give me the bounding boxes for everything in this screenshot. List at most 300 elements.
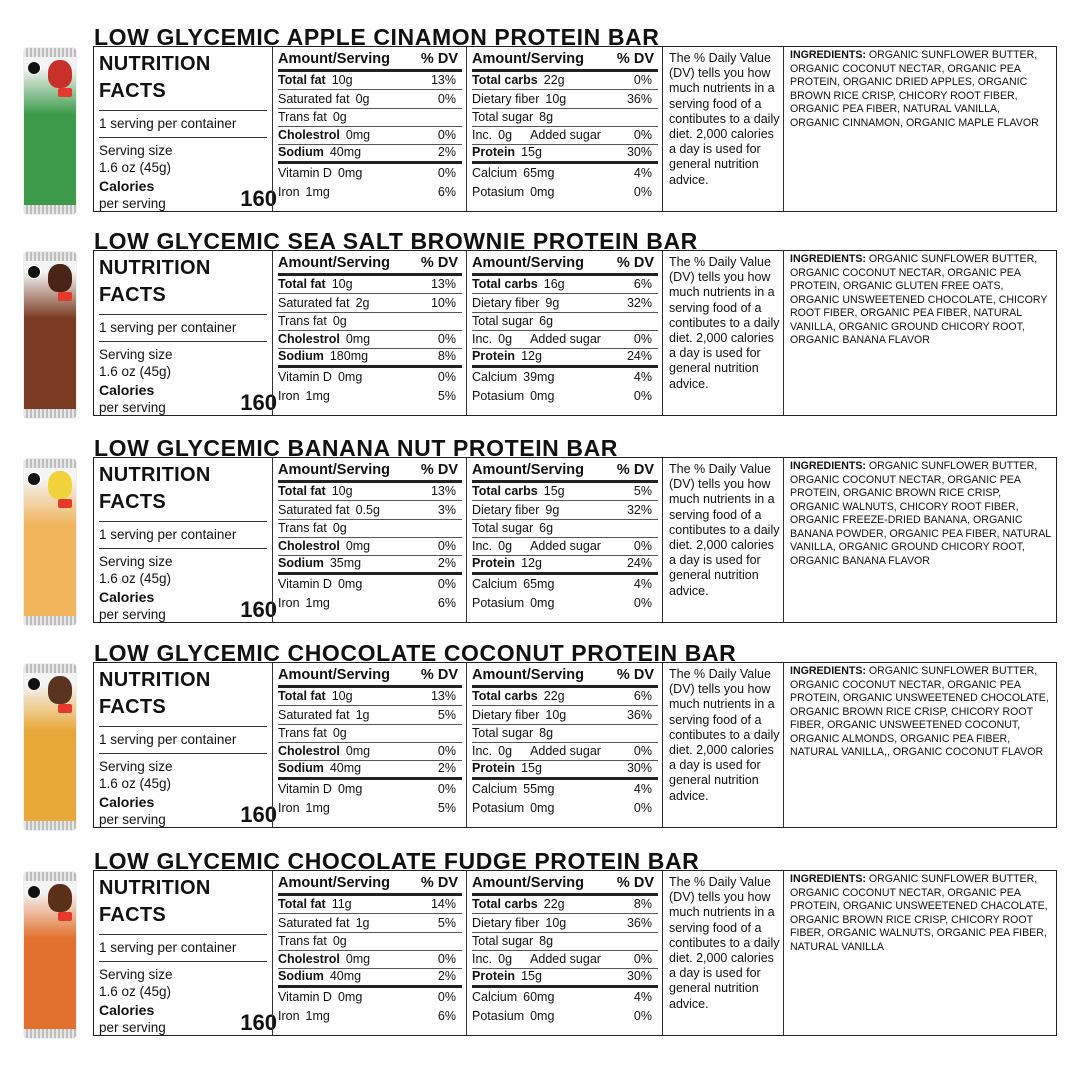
nutrient-label: Saturated fat — [278, 916, 350, 930]
dv-header: % DV — [420, 462, 458, 478]
nutrition-heading: NUTRITION — [99, 53, 211, 75]
facts-heading: FACTS — [99, 80, 167, 102]
nutrient-amount: 6g — [539, 521, 554, 535]
ingredients-text: ORGANIC SUNFLOWER BUTTER, ORGANIC COCONUT NECTAR, ORGANIC PEA PROTEIN, ORGANIC UNSWEETENED CHOCOLATE, ORGANIC BROWN RICE CRISP, CHICORY ROOT FIBER, ORGANIC UNSWEETENED COCONUT, ORGANIC ALMONDS, ORGANIC PEA FIBER, NATURAL VANILLA,, ORGANIC COCONUT FLAVOR — [790, 665, 1049, 758]
nutrient-label: Calcium — [472, 166, 518, 180]
amount-serving-header: Amount/Serving — [472, 51, 584, 67]
nutrient-dv: 5% — [437, 708, 456, 722]
ingredients-text: ORGANIC SUNFLOWER BUTTER, ORGANIC COCONUT NECTAR, ORGANIC PEA PROTEIN, ORGANIC DRIED APPLES, ORGANIC BROWN RICE CRISP, CHICORY ROOT FIBER, ORGANIC PEA FIBER, NATURAL VANILLA, ORGANIC CINNAMON, ORGANIC MAPLE FLAVOR — [790, 49, 1039, 129]
nutrient-label: Potasium — [472, 596, 525, 610]
nutrient-label: Iron — [278, 801, 300, 815]
column-divider — [783, 47, 784, 211]
nutrient-row-potasium — [472, 595, 658, 612]
amount-serving-header: Amount/Serving — [472, 462, 584, 478]
nutrient-label: Vitamin D — [278, 577, 332, 591]
serving-size-value: 1.6 oz (45g) — [99, 364, 172, 379]
nutrient-dv: 0% — [633, 1009, 652, 1023]
nutrient-amount: 8g — [539, 110, 554, 124]
nutrient-row-vitamin-d — [278, 165, 462, 182]
nutrient-amount: 0mg — [345, 744, 371, 758]
calories-value: 160 — [240, 390, 277, 415]
column-divider — [272, 663, 273, 827]
serving-size-label: Serving size — [99, 347, 173, 362]
protein-tag-icon — [58, 88, 72, 97]
organic-seal-icon — [27, 885, 41, 899]
product-bar-image — [24, 459, 76, 625]
nutrient-row-sodium — [278, 968, 462, 988]
serving-size-value: 1.6 oz (45g) — [99, 776, 172, 791]
added-sugar-label: Added sugar — [530, 539, 601, 553]
nutrient-row-dietary-fiber — [472, 91, 658, 109]
calories-block — [99, 589, 277, 623]
nutrient-dv: 0% — [437, 128, 456, 142]
nutrient-amount: 0mg — [337, 370, 363, 384]
nutrient-amount: 1g — [355, 916, 370, 930]
nutrient-label: Vitamin D — [278, 166, 332, 180]
column-header — [278, 51, 462, 72]
nutrient-label: Cholestrol — [278, 539, 340, 553]
column-divider — [783, 663, 784, 827]
nutrient-row-protein — [472, 555, 658, 575]
nutrient-amount: 0mg — [337, 577, 363, 591]
dv-header: % DV — [616, 462, 654, 478]
nutrition-facts-block — [99, 462, 277, 623]
nutrient-amount: 1g — [355, 708, 370, 722]
nutrient-amount: 180mg — [329, 349, 369, 363]
nutrient-label: Total fat — [278, 277, 326, 291]
nutrient-dv: 6% — [633, 689, 652, 703]
serving-size-value: 1.6 oz (45g) — [99, 984, 172, 999]
nutrient-dv: 0% — [437, 782, 456, 796]
nutrient-amount: 0g — [332, 726, 347, 740]
nutrient-dv: 24% — [626, 349, 652, 363]
nutrient-amount: 22g — [543, 689, 565, 703]
serving-size-label: Serving size — [99, 554, 173, 569]
nutrient-label: Iron — [278, 596, 300, 610]
nutrient-row-total-fat — [278, 483, 462, 501]
nutrient-amount: 9g — [545, 503, 560, 517]
product-title: LOW GLYCEMIC APPLE CINAMON PROTEIN BAR — [94, 24, 660, 50]
nutrient-label: Saturated fat — [278, 296, 350, 310]
nutrition-panel — [93, 457, 1057, 623]
nutrient-amount: 9g — [545, 296, 560, 310]
nutrient-amount: 10g — [331, 484, 353, 498]
nutrient-row-sodium — [278, 348, 462, 368]
column-header — [278, 462, 462, 483]
ingredients-text: ORGANIC SUNFLOWER BUTTER, ORGANIC COCONUT NECTAR, ORGANIC PEA PROTEIN, ORGANIC BROWN RICE CRISP, ORGANIC WALNUTS, CHICORY ROOT FIBER, ORGANIC FREEZE-DRIED BANANA, ORGANIC BANANA POWDER, ORGANIC PEA FIBER, NATURAL VANILLA, ORGANIC GROUND CHICORY ROOT, ORGANIC BANANA FLAVOR — [790, 460, 1051, 567]
nutrient-dv: 0% — [633, 332, 652, 346]
ingredients-text: ORGANIC SUNFLOWER BUTTER, ORGANIC COCONUT NECTAR, ORGANIC PEA PROTEIN, ORGANIC GLUTEN FREE OATS, ORGANIC UNSWEETENED CHOCOLATE, CHICORY ROOT FIBER, ORGANIC PEA FIBER, NATURAL VANILLA, ORGANIC GROUND CHICORY ROOT, ORGANIC BANANA FLAVOR — [790, 253, 1048, 346]
daily-value-note: The % Daily Value (DV) tells you how much nutrients in a serving food of a contibutes to a daily diet. 2,000 calories a day is used for general nutrition advice. — [669, 255, 780, 391]
ingredients-label: INGREDIENTS: — [790, 873, 866, 885]
divider — [99, 110, 267, 111]
nutrient-amount: 65mg — [523, 166, 555, 180]
wrapper-crimp — [24, 821, 76, 830]
dv-header: % DV — [616, 51, 654, 67]
nutrient-amount: 8g — [539, 934, 554, 948]
nutrient-row-potasium — [472, 800, 658, 817]
nutrient-dv: 8% — [633, 897, 652, 911]
nutrient-label: Total fat — [278, 73, 326, 87]
nutrient-dv: 6% — [437, 596, 456, 610]
nutrient-amount: 12g — [521, 349, 542, 363]
protein-tag-icon — [58, 499, 72, 508]
nutrient-row-calcium — [472, 165, 658, 182]
nutrient-row-saturated-fat — [278, 295, 462, 313]
column-divider — [662, 663, 663, 827]
nutrient-amount: 0g — [332, 934, 347, 948]
organic-seal-icon — [27, 61, 41, 75]
nutrient-row-dietary-fiber — [472, 707, 658, 725]
nutrient-amount: 0mg — [345, 952, 371, 966]
nutrient-label: Total fat — [278, 484, 326, 498]
nutrient-label: Inc. — [472, 952, 493, 966]
nutrient-dv: 5% — [437, 801, 456, 815]
nutrient-amount: 1mg — [305, 1009, 330, 1023]
divider — [99, 753, 267, 754]
nutrient-label: Vitamin D — [278, 782, 332, 796]
column-header — [278, 255, 462, 276]
flavor-image — [48, 471, 72, 499]
ingredients-block — [790, 873, 1052, 954]
nutrient-amount: 0mg — [530, 801, 555, 815]
nutrient-row-vitamin-d — [278, 781, 462, 798]
nutrient-dv: 3% — [437, 503, 456, 517]
nutrient-row-saturated-fat — [278, 915, 462, 933]
nutrient-dv: 30% — [626, 969, 652, 983]
nutrient-label: Saturated fat — [278, 92, 350, 106]
nutrient-amount: 0mg — [345, 539, 371, 553]
nutrient-label: Saturated fat — [278, 503, 350, 517]
nutrient-dv: 32% — [626, 503, 652, 517]
nutrient-dv: 0% — [633, 73, 652, 87]
nutrient-dv: 0% — [437, 990, 456, 1004]
calories-block — [99, 794, 277, 828]
column-divider — [466, 663, 467, 827]
nutrient-amount: 15g — [521, 761, 542, 775]
per-serving-label: per serving — [99, 400, 166, 415]
nutrient-label: Protein — [472, 349, 516, 363]
daily-value-note: The % Daily Value (DV) tells you how much nutrients in a serving food of a contibutes to a daily diet. 2,000 calories a day is used for general nutrition advice. — [669, 462, 780, 598]
nutrient-dv: 6% — [633, 277, 652, 291]
nutrient-label: Cholestrol — [278, 128, 340, 142]
nutrient-label: Trans fat — [278, 521, 327, 535]
nutrient-label: Potasium — [472, 801, 525, 815]
calories-value: 160 — [240, 186, 277, 211]
amount-serving-header: Amount/Serving — [278, 51, 390, 67]
nutrient-row-saturated-fat — [278, 502, 462, 520]
nutrient-row-iron — [278, 184, 462, 201]
nutrition-panel — [93, 250, 1057, 416]
nutrient-label: Potasium — [472, 185, 525, 199]
nutrient-label: Total carbs — [472, 484, 538, 498]
nutrient-dv: 0% — [437, 332, 456, 346]
nutrient-amount: 40mg — [329, 969, 362, 983]
amount-serving-header: Amount/Serving — [278, 255, 390, 271]
column-divider — [272, 458, 273, 622]
nutrient-row-vitamin-d — [278, 576, 462, 593]
daily-value-note: The % Daily Value (DV) tells you how much nutrients in a serving food of a contibutes to a daily diet. 2,000 calories a day is used for general nutrition advice. — [669, 667, 780, 803]
nutrient-label: Protein — [472, 761, 516, 775]
nutrient-label: Dietary fiber — [472, 708, 540, 722]
dv-header: % DV — [616, 875, 654, 891]
nutrient-dv: 0% — [437, 370, 456, 384]
nutrient-row-saturated-fat — [278, 91, 462, 109]
nutrient-amount: 15g — [521, 969, 542, 983]
calories-value: 160 — [240, 597, 277, 622]
column-header — [472, 875, 658, 896]
nutrient-dv: 5% — [633, 484, 652, 498]
nutrient-column-left — [278, 667, 462, 817]
product-bar-image — [24, 48, 76, 214]
nutrient-amount: 0g — [332, 314, 347, 328]
nutrient-row-total-sugar — [472, 725, 658, 743]
nutrient-label: Cholestrol — [278, 952, 340, 966]
nutrient-row-sodium — [278, 144, 462, 164]
per-serving-label: per serving — [99, 196, 166, 211]
nutrient-column-left — [278, 255, 462, 405]
nutrient-amount: 35mg — [329, 556, 362, 570]
servings-per-container: 1 serving per container — [99, 940, 237, 955]
nutrient-amount: 0mg — [530, 596, 555, 610]
divider — [99, 341, 267, 342]
nutrient-amount: 10g — [331, 689, 353, 703]
nutrient-dv: 8% — [437, 349, 456, 363]
calories-label: Calories — [99, 178, 155, 194]
serving-size-value: 1.6 oz (45g) — [99, 571, 172, 586]
ingredients-block — [790, 665, 1052, 760]
nutrient-dv: 36% — [626, 92, 652, 106]
nutrient-label: Iron — [278, 185, 300, 199]
nutrient-row-sodium — [278, 760, 462, 780]
nutrient-amount: 0g — [498, 539, 513, 553]
nutrient-label: Total sugar — [472, 314, 534, 328]
flavor-image — [48, 264, 72, 292]
nutrient-label: Trans fat — [278, 726, 327, 740]
nutrient-dv: 36% — [626, 708, 652, 722]
column-header — [472, 255, 658, 276]
nutrient-row-total-carbs — [472, 688, 658, 706]
nutrient-dv: 0% — [633, 389, 652, 403]
nutrient-amount: 0mg — [337, 782, 363, 796]
nutrient-label: Sodium — [278, 349, 324, 363]
nutrient-dv: 13% — [430, 689, 456, 703]
nutrient-amount: 0mg — [337, 990, 363, 1004]
nutrient-amount: 40mg — [329, 145, 362, 159]
product-section — [0, 22, 1080, 229]
product-section — [0, 846, 1080, 1053]
nutrient-row-calcium — [472, 989, 658, 1006]
nutrient-amount: 10g — [545, 708, 567, 722]
nutrient-amount: 10g — [331, 73, 353, 87]
wrapper-crimp — [24, 872, 76, 881]
serving-size-label: Serving size — [99, 143, 173, 158]
nutrient-row-total-carbs — [472, 276, 658, 294]
nutrient-dv: 36% — [626, 916, 652, 930]
nutrient-label: Sodium — [278, 556, 324, 570]
dv-header: % DV — [420, 255, 458, 271]
nutrient-label: Cholestrol — [278, 332, 340, 346]
nutrient-dv: 14% — [430, 897, 456, 911]
nutrient-label: Dietary fiber — [472, 916, 540, 930]
protein-tag-icon — [58, 704, 72, 713]
nutrient-label: Saturated fat — [278, 708, 350, 722]
per-serving-label: per serving — [99, 812, 166, 827]
nutrient-label: Inc. — [472, 744, 493, 758]
nutrient-row-iron — [278, 388, 462, 405]
nutrient-row-potasium — [472, 388, 658, 405]
nutrient-dv: 0% — [437, 539, 456, 553]
nutrient-column-right — [472, 255, 658, 405]
nutrient-row-cholestrol — [278, 331, 462, 349]
nutrient-row-total-fat — [278, 896, 462, 914]
serving-size-value: 1.6 oz (45g) — [99, 160, 172, 175]
nutrient-dv: 0% — [437, 166, 456, 180]
nutrient-label: Dietary fiber — [472, 92, 540, 106]
product-title: LOW GLYCEMIC SEA SALT BROWNIE PROTEIN BAR — [94, 228, 698, 254]
product-section — [0, 433, 1080, 640]
nutrient-row-trans-fat — [278, 520, 462, 538]
calories-value: 160 — [240, 1010, 277, 1035]
ingredients-label: INGREDIENTS: — [790, 49, 866, 61]
nutrient-column-left — [278, 462, 462, 612]
nutrient-row-protein — [472, 760, 658, 780]
nutrient-row-protein — [472, 348, 658, 368]
nutrient-amount: 0g — [332, 110, 347, 124]
added-sugar-label: Added sugar — [530, 128, 601, 142]
column-divider — [662, 458, 663, 622]
wrapper-crimp — [24, 48, 76, 57]
added-sugar-label: Added sugar — [530, 744, 601, 758]
nutrient-amount: 11g — [331, 897, 352, 911]
servings-per-container: 1 serving per container — [99, 116, 237, 131]
divider — [99, 934, 267, 935]
nutrient-label: Total sugar — [472, 726, 534, 740]
nutrition-heading: NUTRITION — [99, 464, 211, 486]
facts-heading: FACTS — [99, 904, 167, 926]
nutrient-row-cholestrol — [278, 127, 462, 145]
nutrient-row-total-sugar — [472, 109, 658, 127]
calories-value: 160 — [240, 802, 277, 827]
nutrient-label: Sodium — [278, 761, 324, 775]
nutrient-amount: 0g — [498, 952, 513, 966]
wrapper-crimp — [24, 616, 76, 625]
amount-serving-header: Amount/Serving — [278, 667, 390, 683]
nutrient-dv: 0% — [633, 128, 652, 142]
nutrient-amount: 16g — [543, 277, 565, 291]
nutrient-row-protein — [472, 144, 658, 164]
nutrient-label: Total sugar — [472, 934, 534, 948]
column-header — [278, 667, 462, 688]
nutrient-row-total-sugar — [472, 313, 658, 331]
wrapper-crimp — [24, 409, 76, 418]
nutrient-amount: 22g — [543, 73, 565, 87]
nutrient-dv: 2% — [437, 969, 456, 983]
nutrient-amount: 0mg — [530, 185, 555, 199]
facts-heading: FACTS — [99, 696, 167, 718]
ingredients-text: ORGANIC SUNFLOWER BUTTER, ORGANIC COCONUT NECTAR, ORGANIC PEA PROTEIN, ORGANIC UNSWEETENED CHACOLATE, ORGANIC BROWN RICE CRISP, CHICORY ROOT FIBER, ORGANIC WALNUTS, ORGANIC PEA FIBER, NATURAL VANILLA — [790, 873, 1048, 953]
calories-label: Calories — [99, 589, 155, 605]
nutrient-amount: 0mg — [530, 1009, 555, 1023]
nutrition-panel — [93, 870, 1057, 1036]
nutrient-label: Total fat — [278, 689, 326, 703]
nutrient-amount: 10g — [545, 916, 567, 930]
nutrient-dv: 0% — [633, 185, 652, 199]
nutrient-dv: 0% — [437, 952, 456, 966]
nutrient-amount: 10g — [331, 277, 353, 291]
dv-header: % DV — [420, 875, 458, 891]
nutrient-amount: 0mg — [530, 389, 555, 403]
nutrient-dv: 0% — [633, 744, 652, 758]
nutrient-row-trans-fat — [278, 109, 462, 127]
added-sugar-label: Added sugar — [530, 332, 601, 346]
amount-serving-header: Amount/Serving — [278, 875, 390, 891]
column-divider — [466, 458, 467, 622]
divider — [99, 548, 267, 549]
column-divider — [272, 251, 273, 415]
facts-heading: FACTS — [99, 491, 167, 513]
nutrient-label: Inc. — [472, 539, 493, 553]
amount-serving-header: Amount/Serving — [278, 462, 390, 478]
nutrient-dv: 0% — [437, 744, 456, 758]
nutrient-row-inc — [472, 127, 658, 145]
calories-label: Calories — [99, 794, 155, 810]
nutrient-row-inc — [472, 538, 658, 556]
nutrient-row-calcium — [472, 576, 658, 593]
nutrient-dv: 0% — [633, 596, 652, 610]
nutrient-row-iron — [278, 1008, 462, 1025]
ingredients-label: INGREDIENTS: — [790, 665, 866, 677]
nutrient-dv: 30% — [626, 761, 652, 775]
nutrient-label: Dietary fiber — [472, 296, 540, 310]
column-divider — [272, 871, 273, 1035]
product-title: LOW GLYCEMIC CHOCOLATE FUDGE PROTEIN BAR — [94, 848, 700, 874]
nutrition-heading: NUTRITION — [99, 669, 211, 691]
nutrient-amount: 10g — [545, 92, 567, 106]
nutrient-column-right — [472, 462, 658, 612]
column-divider — [783, 871, 784, 1035]
dv-header: % DV — [420, 51, 458, 67]
nutrient-amount: 12g — [521, 556, 542, 570]
nutrient-amount: 39mg — [523, 370, 555, 384]
divider — [99, 314, 267, 315]
nutrient-dv: 0% — [633, 952, 652, 966]
nutrient-row-inc — [472, 743, 658, 761]
nutrition-panel — [93, 662, 1057, 828]
ingredients-block — [790, 49, 1052, 130]
nutrient-label: Vitamin D — [278, 370, 332, 384]
nutrient-column-left — [278, 875, 462, 1025]
amount-serving-header: Amount/Serving — [472, 875, 584, 891]
nutrient-amount: 0g — [355, 92, 370, 106]
calories-block — [99, 1002, 277, 1036]
wrapper-crimp — [24, 205, 76, 214]
nutrient-row-saturated-fat — [278, 707, 462, 725]
column-divider — [662, 251, 663, 415]
facts-heading: FACTS — [99, 284, 167, 306]
wrapper-crimp — [24, 459, 76, 468]
nutrient-row-vitamin-d — [278, 369, 462, 386]
nutrient-row-total-sugar — [472, 520, 658, 538]
calories-block — [99, 382, 277, 416]
amount-serving-header: Amount/Serving — [472, 255, 584, 271]
nutrient-amount: 2g — [355, 296, 370, 310]
nutrient-row-dietary-fiber — [472, 915, 658, 933]
nutrient-label: Iron — [278, 389, 300, 403]
flavor-image — [48, 60, 72, 88]
product-title: LOW GLYCEMIC BANANA NUT PROTEIN BAR — [94, 435, 619, 461]
serving-size-label: Serving size — [99, 759, 173, 774]
